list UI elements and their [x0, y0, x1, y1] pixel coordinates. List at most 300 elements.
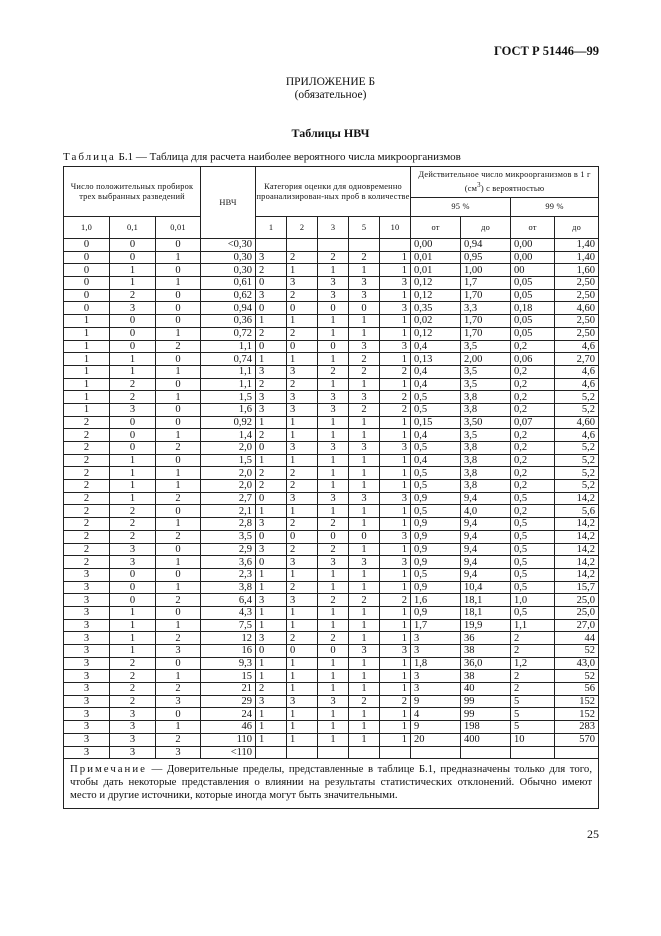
table-cell: 1	[318, 581, 349, 594]
table-cell: 2	[110, 695, 156, 708]
table-cell: 1	[156, 670, 201, 683]
table-cell: 3	[64, 594, 110, 607]
table-cell: 3,8	[461, 480, 511, 493]
table-cell: 1	[287, 454, 318, 467]
table-cell: 0,72	[201, 327, 256, 340]
table-cell: 5,2	[555, 403, 599, 416]
table-cell: 3	[287, 365, 318, 378]
table-cell: 5	[511, 708, 555, 721]
table-cell: 14,2	[555, 518, 599, 531]
table-cell: 2	[64, 505, 110, 518]
table-cell: 1	[349, 581, 380, 594]
table-cell: 0,9	[411, 556, 461, 569]
table-cell: 0,2	[511, 442, 555, 455]
appendix-heading	[0, 76, 661, 102]
table-cell	[256, 239, 287, 252]
table-cell: 1	[156, 619, 201, 632]
table-cell: 3,8	[461, 442, 511, 455]
table-cell: 1	[318, 606, 349, 619]
table-cell: 1,6	[411, 594, 461, 607]
table-cell: 2	[318, 251, 349, 264]
header-actual-count: Действительное число микроорганизмов в 1 г $(см^3)$ с вероятностью	[411, 167, 599, 198]
table-cell: 3	[380, 556, 411, 569]
table-cell: 1,7	[461, 277, 511, 290]
table-cell: 2	[64, 556, 110, 569]
table-cell: 2	[287, 467, 318, 480]
table-cell: 1	[380, 543, 411, 556]
table-cell: 0,2	[511, 480, 555, 493]
table-cell: 1	[380, 518, 411, 531]
table-cell: 2	[256, 683, 287, 696]
table-cell: 1	[110, 480, 156, 493]
table-cell: 3	[287, 594, 318, 607]
table-cell: 1	[256, 315, 287, 328]
table-cell: 1	[349, 416, 380, 429]
table-cell: 0,9	[411, 518, 461, 531]
table-row	[64, 302, 599, 315]
table-cell: 3	[287, 277, 318, 290]
table-row	[64, 518, 599, 531]
table-cell: 2	[318, 594, 349, 607]
table-cell: 0,5	[411, 467, 461, 480]
table-cell: 2	[156, 683, 201, 696]
table-cell: 1	[318, 315, 349, 328]
table-cell: 2	[156, 340, 201, 353]
table-cell: 2	[511, 632, 555, 645]
table-cell: 4,60	[555, 416, 599, 429]
table-cell: 1	[349, 568, 380, 581]
table-cell: 4	[411, 708, 461, 721]
table-cell: 1,40	[555, 239, 599, 252]
table-cell: 2	[380, 403, 411, 416]
caption-prefix: Таблица	[63, 151, 116, 163]
header-to-99: до	[555, 217, 599, 239]
table-cell: 400	[461, 733, 511, 746]
table-cell: 1,40	[555, 251, 599, 264]
table-cell: 1,60	[555, 264, 599, 277]
table-cell: 1	[287, 505, 318, 518]
table-row	[64, 239, 599, 252]
table-cell: 2	[287, 251, 318, 264]
table-cell: 2	[380, 695, 411, 708]
table-cell: 0,5	[511, 530, 555, 543]
table-cell: 56	[555, 683, 599, 696]
table-cell: 3,8	[461, 403, 511, 416]
table-cell: 0,4	[411, 454, 461, 467]
table-cell: 2	[64, 492, 110, 505]
table-cell: 1	[256, 619, 287, 632]
table-cell: 0,18	[511, 302, 555, 315]
table-row	[64, 429, 599, 442]
table-cell: 3	[411, 670, 461, 683]
appendix-subtitle: (обязательное)	[294, 89, 367, 101]
table-cell: 0,07	[511, 416, 555, 429]
table-cell: 0,5	[511, 543, 555, 556]
table-cell: 00	[511, 264, 555, 277]
table-cell: 3,8	[201, 581, 256, 594]
table-cell: 1	[380, 264, 411, 277]
table-cell: 2	[349, 403, 380, 416]
table-cell: 5	[511, 721, 555, 734]
table-cell: 1	[380, 429, 411, 442]
table-row	[64, 543, 599, 556]
table-cell: 0	[318, 530, 349, 543]
note-row	[64, 759, 599, 809]
table-cell: 38	[461, 670, 511, 683]
table-cell: 52	[555, 645, 599, 658]
table-cell: 2	[349, 251, 380, 264]
table-row	[64, 277, 599, 290]
table-cell: 3	[110, 543, 156, 556]
table-cell: 1	[156, 480, 201, 493]
table-row	[64, 619, 599, 632]
table-cell: 3,5	[461, 429, 511, 442]
table-cell: 0	[156, 315, 201, 328]
table-cell: 2	[64, 467, 110, 480]
table-cell: 3	[156, 695, 201, 708]
table-cell: 1	[349, 327, 380, 340]
table-row	[64, 454, 599, 467]
table-cell: 2,0	[201, 442, 256, 455]
table-cell: 1	[349, 733, 380, 746]
table-row	[64, 746, 599, 759]
table-cell: 0	[156, 454, 201, 467]
table-cell: 2	[256, 467, 287, 480]
table-cell: 1,4	[201, 429, 256, 442]
mpn-table	[63, 166, 599, 809]
table-cell: 3	[256, 632, 287, 645]
table-cell: 0	[156, 708, 201, 721]
table-row	[64, 315, 599, 328]
table-cell: 3	[349, 277, 380, 290]
table-cell: 2	[110, 683, 156, 696]
table-cell: 1	[349, 518, 380, 531]
table-cell: 0,94	[461, 239, 511, 252]
table-cell: 2,50	[555, 289, 599, 302]
table-cell: 3	[411, 645, 461, 658]
table-cell: 1	[318, 467, 349, 480]
table-cell: 2	[110, 289, 156, 302]
table-cell: 1,5	[201, 391, 256, 404]
table-cell: 3	[64, 733, 110, 746]
table-cell: 1	[318, 721, 349, 734]
table-cell: 1	[318, 733, 349, 746]
header-to-95: до	[461, 217, 511, 239]
table-cell: 1	[318, 480, 349, 493]
table-cell: 2	[349, 365, 380, 378]
table-cell: 3	[256, 289, 287, 302]
table-row	[64, 365, 599, 378]
table-cell: 2	[64, 429, 110, 442]
table-cell: 1	[318, 327, 349, 340]
table-cell: 2	[318, 365, 349, 378]
table-cell: 18,1	[461, 606, 511, 619]
table-cell: 2	[256, 327, 287, 340]
table-cell: 1	[287, 264, 318, 277]
table-cell: 3	[256, 695, 287, 708]
table-row	[64, 645, 599, 658]
table-cell: 1	[318, 670, 349, 683]
table-cell: 3	[64, 746, 110, 759]
table-cell: 0	[318, 302, 349, 315]
table-cell: 21	[201, 683, 256, 696]
table-cell: 1	[256, 657, 287, 670]
table-cell: 283	[555, 721, 599, 734]
table-cell: 3	[318, 277, 349, 290]
table-cell: 2	[156, 442, 201, 455]
table-cell: 1,70	[461, 327, 511, 340]
table-cell: 0,74	[201, 353, 256, 366]
table-cell: 1	[156, 581, 201, 594]
table-cell: 2,00	[461, 353, 511, 366]
table-cell: 3	[349, 492, 380, 505]
table-cell: 1	[380, 708, 411, 721]
table-cell: 0	[64, 251, 110, 264]
table-cell: 0	[156, 239, 201, 252]
table-cell: 12	[201, 632, 256, 645]
table-cell: 1	[380, 251, 411, 264]
table-cell	[318, 239, 349, 252]
note-label: Примечание	[70, 763, 147, 776]
table-cell: 10	[511, 733, 555, 746]
table-cell: 1,1	[201, 340, 256, 353]
table-cell: 1,1	[201, 378, 256, 391]
table-cell: 3	[256, 543, 287, 556]
table-cell: 0,15	[411, 416, 461, 429]
table-cell: 19,9	[461, 619, 511, 632]
table-row	[64, 556, 599, 569]
table-cell: 1	[349, 683, 380, 696]
table-cell: 2	[256, 429, 287, 442]
table-cell: 2	[64, 454, 110, 467]
table-cell: 15	[201, 670, 256, 683]
page-number: 25	[587, 827, 599, 841]
table-cell: 0	[287, 340, 318, 353]
header-category-10: 10	[380, 217, 411, 239]
table-cell: 0,36	[201, 315, 256, 328]
table-cell: 2,50	[555, 315, 599, 328]
table-cell: 1,7	[411, 619, 461, 632]
table-cell: 1	[64, 391, 110, 404]
table-cell: 4,6	[555, 365, 599, 378]
table-cell: 3	[110, 733, 156, 746]
table-cell: 0	[110, 340, 156, 353]
table-cell: 3,5	[201, 530, 256, 543]
table-cell: 2	[349, 695, 380, 708]
table-cell: 1,70	[461, 289, 511, 302]
table-cell	[287, 239, 318, 252]
table-cell: 0,05	[511, 327, 555, 340]
table-row	[64, 530, 599, 543]
table-cell: 2	[64, 543, 110, 556]
table-cell: 0,4	[411, 378, 461, 391]
table-cell: 3,8	[461, 467, 511, 480]
table-row	[64, 391, 599, 404]
table-cell: 0,01	[411, 251, 461, 264]
table-cell: 5,6	[555, 505, 599, 518]
table-cell: 1	[380, 657, 411, 670]
table-cell: 2	[349, 353, 380, 366]
table-cell: 1	[349, 467, 380, 480]
table-row	[64, 289, 599, 302]
table-cell: 9,3	[201, 657, 256, 670]
table-cell: 1	[256, 670, 287, 683]
table-cell: 0	[156, 505, 201, 518]
table-cell: 3	[318, 289, 349, 302]
table-cell: 0,12	[411, 277, 461, 290]
table-cell: 1	[110, 467, 156, 480]
table-cell: 1	[110, 454, 156, 467]
table-cell: 2	[511, 645, 555, 658]
table-cell: 16	[201, 645, 256, 658]
table-row	[64, 606, 599, 619]
table-cell: 20	[411, 733, 461, 746]
table-cell: 0,62	[201, 289, 256, 302]
table-cell: 0	[64, 239, 110, 252]
table-cell: 5,2	[555, 391, 599, 404]
table-cell: 14,2	[555, 530, 599, 543]
table-cell: 3	[318, 442, 349, 455]
table-cell: 1	[318, 378, 349, 391]
table-cell: 1	[156, 391, 201, 404]
table-cell: 1	[110, 619, 156, 632]
table-cell: 1,70	[461, 315, 511, 328]
table-cell: 0	[156, 403, 201, 416]
table-cell: 2	[380, 391, 411, 404]
table-row	[64, 378, 599, 391]
table-row	[64, 353, 599, 366]
table-cell: 2	[64, 416, 110, 429]
table-cell: 1	[287, 721, 318, 734]
table-cell: 2,0	[201, 467, 256, 480]
table-cell: 3	[380, 530, 411, 543]
table-cell: 1	[349, 632, 380, 645]
table-cell: 1	[156, 429, 201, 442]
table-cell: <110	[201, 746, 256, 759]
table-cell: 4,6	[555, 378, 599, 391]
table-cell: 1	[349, 505, 380, 518]
table-cell: 6,4	[201, 594, 256, 607]
table-cell: 2,8	[201, 518, 256, 531]
table-cell: 1	[110, 353, 156, 366]
table-cell: 2	[318, 518, 349, 531]
table-cell: 2	[64, 480, 110, 493]
table-cell: 1	[349, 378, 380, 391]
header-from-95: от	[411, 217, 461, 239]
table-cell: 0,06	[511, 353, 555, 366]
table-cell: 1	[380, 721, 411, 734]
table-cell: 3	[64, 695, 110, 708]
table-cell: 0	[110, 429, 156, 442]
table-cell: 2	[110, 670, 156, 683]
header-p95: 95 %	[411, 198, 511, 217]
table-cell: 0,5	[411, 391, 461, 404]
table-cell: 2	[380, 594, 411, 607]
header-category: Категория оценки для одновременно проанализирован-ных проб в количестве	[256, 167, 411, 217]
table-cell: 0,4	[411, 365, 461, 378]
table-cell: 152	[555, 708, 599, 721]
table-cell: 2	[256, 378, 287, 391]
table-cell: 0	[256, 556, 287, 569]
table-cell: 3	[287, 695, 318, 708]
table-row	[64, 480, 599, 493]
table-cell: 4,0	[461, 505, 511, 518]
table-cell: 3	[349, 391, 380, 404]
table-cell: 0	[156, 289, 201, 302]
table-cell: 3,8	[461, 454, 511, 467]
table-cell: 1	[256, 606, 287, 619]
table-cell: 25,0	[555, 594, 599, 607]
table-cell: 43,0	[555, 657, 599, 670]
table-cell	[349, 746, 380, 759]
table-cell: 3	[64, 619, 110, 632]
table-cell	[411, 746, 461, 759]
table-cell	[511, 746, 555, 759]
table-cell: 1	[110, 264, 156, 277]
table-cell: 3	[256, 365, 287, 378]
table-cell: 1	[380, 606, 411, 619]
table-cell: 0,5	[511, 492, 555, 505]
table-cell: 3	[64, 632, 110, 645]
table-cell: 1	[156, 365, 201, 378]
header-dilution-3: 0,01	[156, 217, 201, 239]
table-cell: 0	[156, 657, 201, 670]
table-cell: 38	[461, 645, 511, 658]
table-cell: 9,4	[461, 518, 511, 531]
table-cell: 1	[256, 505, 287, 518]
table-cell: 0,5	[411, 568, 461, 581]
table-cell: 3	[64, 721, 110, 734]
table-row	[64, 264, 599, 277]
table-cell: 1	[256, 708, 287, 721]
table-cell: 1	[156, 467, 201, 480]
table-cell: 0	[110, 442, 156, 455]
table-cell: 0,2	[511, 403, 555, 416]
table-cell: 1	[287, 708, 318, 721]
table-cell: 40	[461, 683, 511, 696]
table-cell: 198	[461, 721, 511, 734]
table-cell: 0,2	[511, 454, 555, 467]
table-cell: 3	[110, 708, 156, 721]
table-cell: 5,2	[555, 454, 599, 467]
table-cell: 0	[110, 594, 156, 607]
table-cell: 1	[287, 683, 318, 696]
table-cell: 0,5	[511, 568, 555, 581]
table-cell: 3,5	[461, 378, 511, 391]
table-cell: 0,2	[511, 467, 555, 480]
table-cell: 1	[64, 315, 110, 328]
caption-text: — Таблица для расчета наиболее вероятного числа микроорганизмов	[133, 151, 461, 163]
table-cell: 0,94	[201, 302, 256, 315]
table-cell: 3	[256, 594, 287, 607]
table-cell: 1	[110, 606, 156, 619]
table-cell: 3,5	[461, 365, 511, 378]
table-cell: 1	[380, 416, 411, 429]
table-cell: 1	[256, 721, 287, 734]
table-cell: 1,6	[201, 403, 256, 416]
table-cell: 2	[287, 378, 318, 391]
table-cell: 3	[349, 289, 380, 302]
table-cell: 7,5	[201, 619, 256, 632]
table-cell: 0	[256, 340, 287, 353]
table-cell: 10,4	[461, 581, 511, 594]
header-from-99: от	[511, 217, 555, 239]
table-cell: 1	[318, 708, 349, 721]
table-cell: 0,01	[411, 264, 461, 277]
header-category-2: 2	[287, 217, 318, 239]
table-row	[64, 327, 599, 340]
table-cell: 0,5	[411, 442, 461, 455]
